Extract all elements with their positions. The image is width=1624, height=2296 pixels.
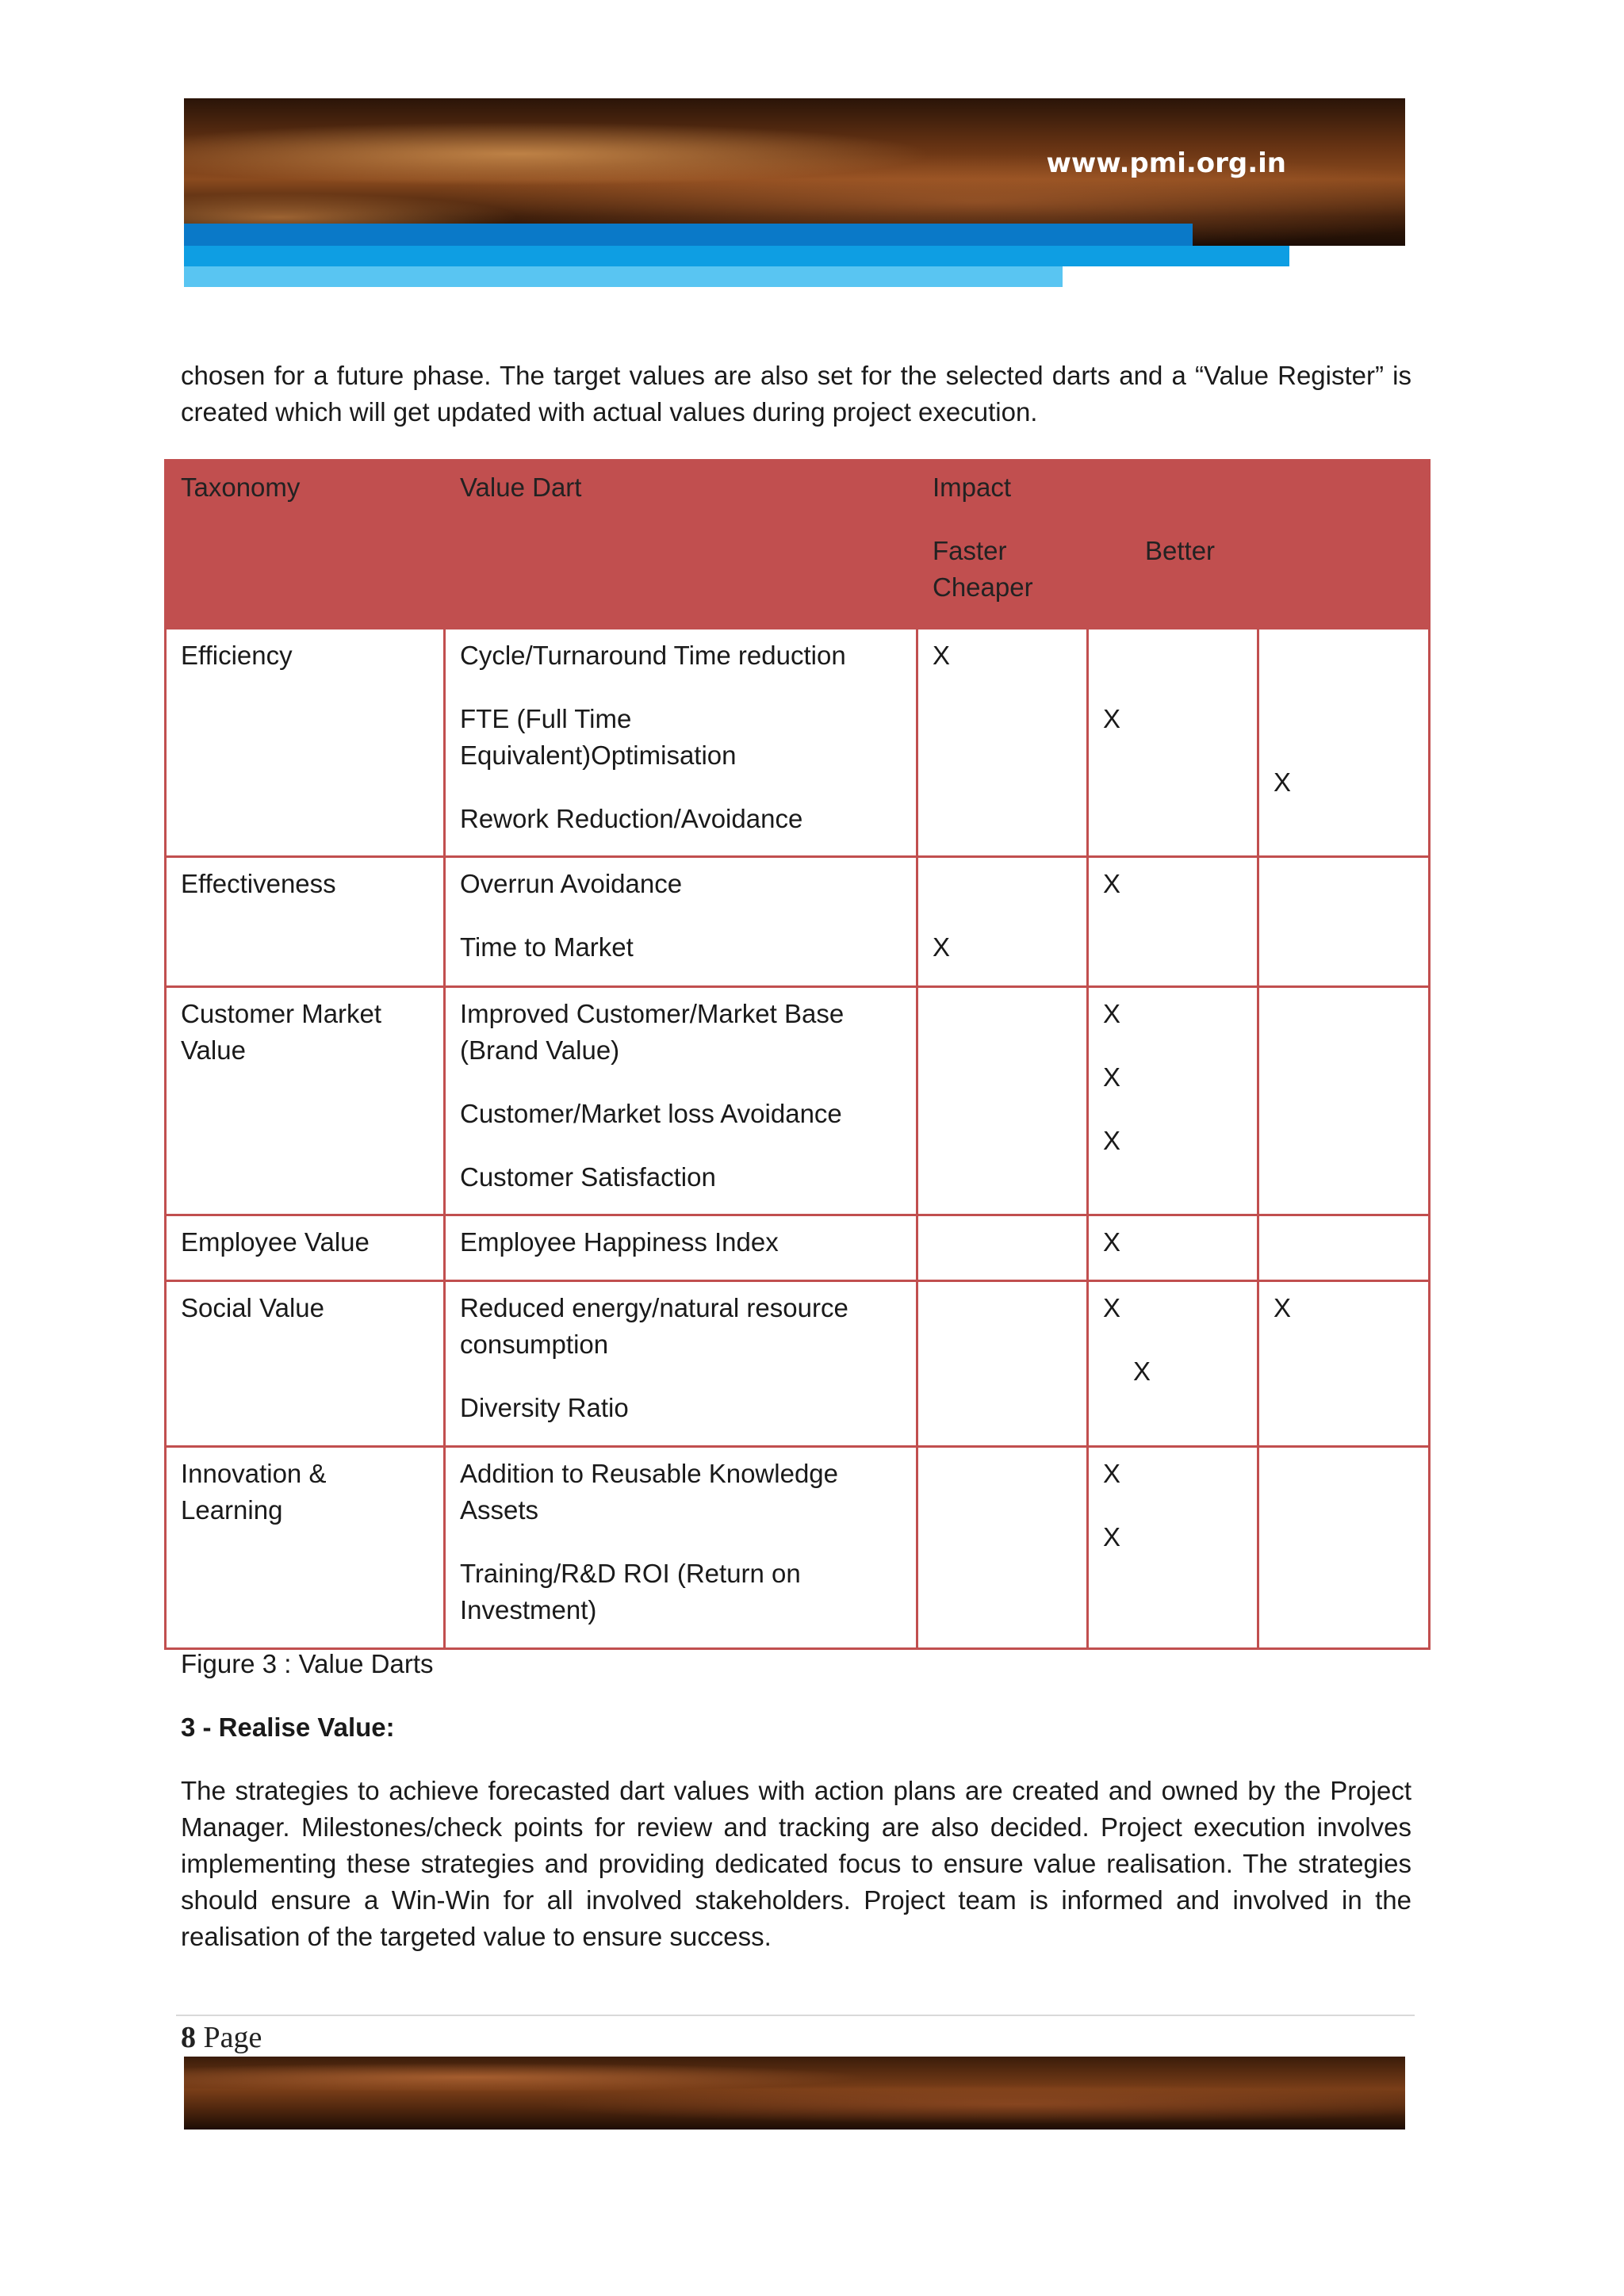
impact-faster-cell [917,987,1088,1215]
table-row [166,629,1430,857]
impact-mark: X [1103,999,1121,1028]
header-value-dart: Value Dart [445,461,917,629]
row-taxonomy: Innovation & Learning [166,1447,445,1649]
row-taxonomy: Effectiveness [166,857,445,987]
row-taxonomy: Employee Value [166,1215,445,1281]
impact-mark: X [933,932,951,962]
impact-mark: X [1274,767,1292,797]
impact-cheaper-cell [1088,1281,1258,1447]
header-stripe-light [184,266,1063,287]
footer-banner [184,2057,1405,2130]
value-darts-table [164,459,1431,1650]
impact-mark: X [1103,1227,1121,1257]
impact-mark: X [1103,1522,1121,1552]
impact-mark: X [1274,1293,1292,1322]
impact-cheaper-cell [1088,1215,1258,1281]
header-taxonomy: Taxonomy [166,461,445,629]
impact-mark: X [1103,1293,1121,1322]
impact-faster-cell [917,857,1088,987]
impact-better-cell [1258,987,1430,1215]
footer-divider [176,2015,1415,2016]
impact-mark: X [1103,1126,1121,1155]
impact-mark: X [1103,704,1121,733]
impact-cheaper-cell [1088,987,1258,1215]
row-darts: Reduced energy/natural resource consumption Diversity Ratio [445,1281,917,1447]
impact-mark: X [1103,1459,1121,1488]
table-row [166,1281,1430,1447]
impact-better-cell [1258,629,1430,857]
impact-cheaper-cell [1088,1447,1258,1649]
impact-mark: X [1103,869,1121,898]
table-row [166,1215,1430,1281]
table-row [166,987,1430,1215]
header-cheaper: Cheaper [933,572,1033,602]
impact-better-cell [1258,1447,1430,1649]
impact-faster-cell [917,629,1088,857]
table-header-row [166,461,1430,629]
row-taxonomy: Social Value [166,1281,445,1447]
row-taxonomy: Efficiency [166,629,445,857]
section-heading: 3 - Realise Value: [181,1712,395,1742]
row-darts: Improved Customer/Market Base (Brand Value) Customer/Market loss Avoidance Customer Satisfaction [445,987,917,1215]
figure-caption: Figure 3 : Value Darts [181,1649,434,1678]
impact-better-cell [1258,1215,1430,1281]
impact-mark: X [1133,1357,1151,1386]
row-darts: Employee Happiness Index [445,1215,917,1281]
header-better: Better [1145,536,1216,565]
table-row [166,857,1430,987]
impact-faster-cell [917,1215,1088,1281]
row-darts: Overrun Avoidance Time to Market [445,857,917,987]
table-row [166,1447,1430,1649]
row-darts: Addition to Reusable Knowledge Assets Training/R&D ROI (Return on Investment) [445,1447,917,1649]
impact-cheaper-cell [1088,857,1258,987]
impact-faster-cell [917,1281,1088,1447]
impact-better-cell [1258,1281,1430,1447]
header-faster: Faster [933,536,1007,565]
impact-cheaper-cell [1088,629,1258,857]
impact-mark: X [933,641,951,670]
header-stripe-dark [184,224,1193,246]
page-number: 8 Page [181,2021,262,2054]
header-stripe-mid [184,246,1289,266]
impact-faster-cell [917,1447,1088,1649]
intro-paragraph: chosen for a future phase. The target values are also set for the selected darts and a “Value Register” is created which will get updated with actual values during project execution. [181,361,1411,427]
impact-mark: X [1103,1062,1121,1092]
header-impact: Impact Faster Cheaper Better [917,461,1430,629]
body-paragraph: The strategies to achieve forecasted dart values with action plans are created and owned by the Project Manager. Milestones/check points for review and tracking are also decided. Project execution involves implementing these strategies and providing dedicated focus to ensure value realisation. The strategies should ensure a Win-Win for all involved stakeholders. Project team is informed and involved in the realisation of the targeted value to ensure success. [181,1776,1411,1951]
row-darts: Cycle/Turnaround Time reduction FTE (Full Time Equivalent)Optimisation Rework Reduction/Avoidance [445,629,917,857]
row-taxonomy: Customer Market Value [166,987,445,1215]
header-url: www.pmi.org.in [1046,147,1286,179]
impact-better-cell [1258,857,1430,987]
